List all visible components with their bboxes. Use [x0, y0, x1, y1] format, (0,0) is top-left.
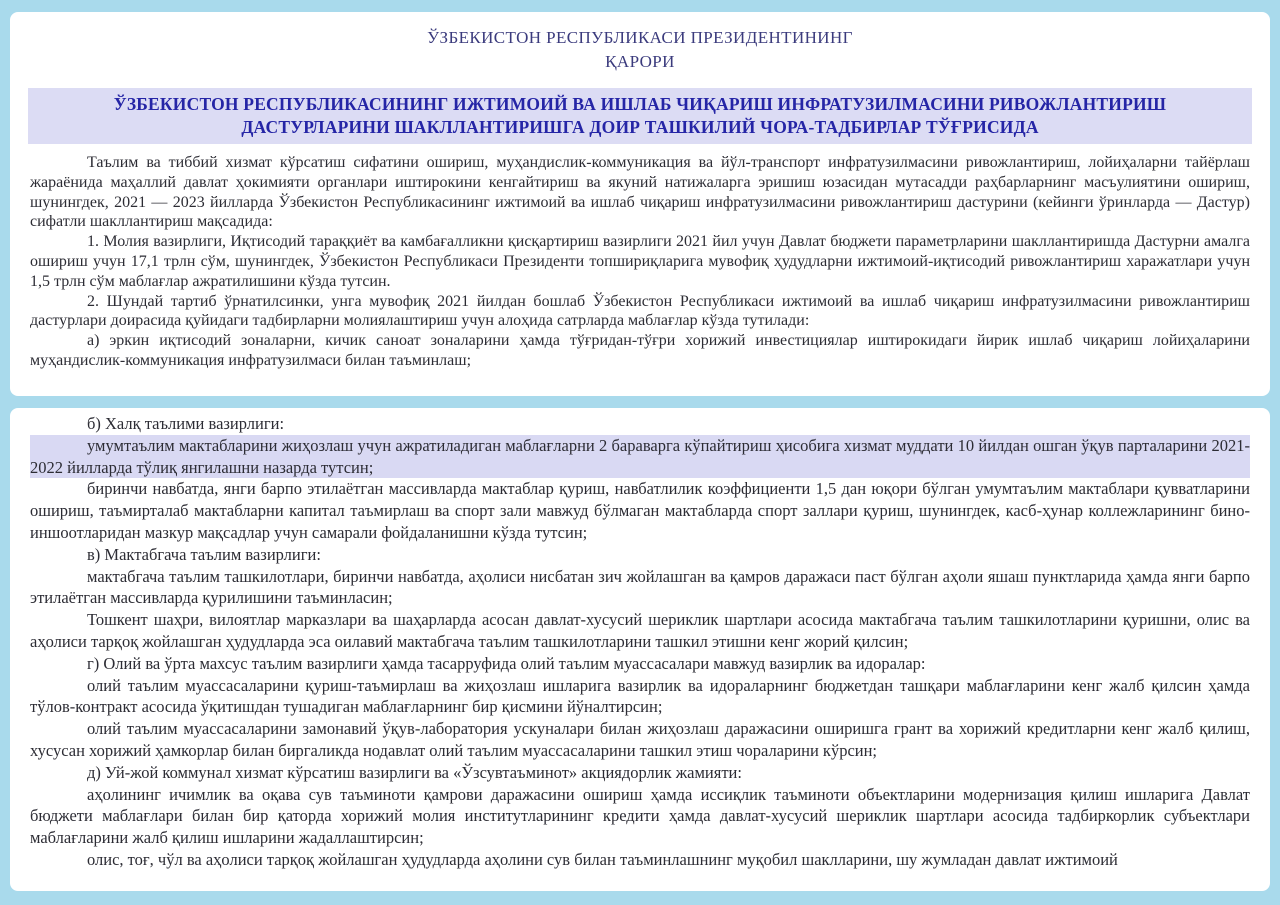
paragraph: биринчи навбатда, янги барпо этилаётган массивларда мактаблар қуриш, навбатлилик коэффициенти 1,5 дан юқори бўлган умумтаълим мактаблари қувватларини ошириш, таъмирталаб мактабларни капитал таъмирлаш ва спорт зали мавжуд бўлмаган мактабларда спорт заллари қуриш, шунингдек, касб-ҳунар коллежларининг бино-иншоотларидан мазкур мақсадлар учун самарали фойдаланишни кўзда тутсин; — [30, 479, 1250, 542]
document-title: ЎЗБЕКИСТОН РЕСПУБЛИКАСИНИНГ ИЖТИМОИЙ ВА ИШЛАБ ЧИҚАРИШ ИНФРАТУЗИЛМАСИНИ РИВОЖЛАНТИРИШ ДАСТУРЛАРИНИ ШАКЛЛАНТИРИШГА ДОИР ТАШКИЛИЙ ЧОРА-ТАДБИРЛАР ТЎҒРИСИДА — [28, 88, 1252, 144]
paragraph: олий таълим муассасаларини замонавий ўқув-лаборатория ускуналари билан жиҳозлаш даражасини оширишга грант ва хорижий кредитларни кенг жалб қилиш, хусусан хорижий ҳамкорлар билан биргаликда нодавлат олий таълим муассасаларини ташкил этиш чораларини кўрсин; — [30, 719, 1250, 760]
paragraph: Тошкент шаҳри, вилоятлар марказлари ва шаҳарларда асосан давлат-хусусий шериклик шартлари асосида мактабгача таълим ташкилотларини қуришни, олис ва аҳолиси тарқоқ жойлашган ҳудудларда эса оилавий мактабгача таълим ташкилотларини ташкил этишни кенг жорий қилсин; — [30, 610, 1250, 651]
paragraph-highlighted: умумтаълим мактабларини жиҳозлаш учун ажратиладиган маблағларни 2 бараварга кўпайтириш ҳисобига хизмат муддати 10 йилдан ошган ўқув парталарини 2021-2022 йилларда тўлиқ янгилашни назарда тутсин; — [30, 435, 1250, 477]
paragraph: олис, тоғ, чўл ва аҳолиси тарқоқ жойлашган ҳудудларда аҳолини сув билан таъминлашнинг муқобил шаклларини, шу жумладан давлат ижтимоий — [87, 849, 1118, 869]
paragraph: мактабгача таълим ташкилотлари, биринчи навбатда, аҳолиси нисбатан зич жойлашган ва қамров даражаси паст бўлган аҳоли яшаш пунктларида ҳамда янги барпо этилаётган массивларда қурилишини таъминласин; — [30, 566, 1250, 608]
paragraph: аҳолининг ичимлик ва оқава сув таъминоти қамрови даражасини ошириш ҳамда иссиқлик таъминоти объектларини модернизация қилиш ишларига Давлат бюджети маблағлари билан бир қаторда хорижий молия институтларининг кредити ҳамда давлат-хусусий шериклик шартлари асосида тадбиркорлик субъектлари маблағларини жалб қилиш ишларини жадаллаштирсин; — [30, 784, 1250, 848]
document-panel-bottom — [10, 408, 1270, 891]
paragraph: 2. Шундай тартиб ўрнатилсинки, унга мувофиқ 2021 йилдан бошлаб Ўзбекистон Республикаси ижтимоий ва ишлаб чиқариш инфратузилмасини ривожлантириш дастурлари доирасида қуйидаги тадбирларни молиялаштириш учун алоҳида сатрларда маблағлар кўзда тутилади: — [30, 292, 1250, 330]
document-panel-top — [10, 12, 1270, 396]
header-line-1: ЎЗБЕКИСТОН РЕСПУБЛИКАСИ ПРЕЗИДЕНТИНИНГ — [427, 28, 853, 47]
header-line-2: ҚАРОРИ — [605, 52, 675, 71]
paragraph: а) эркин иқтисодий зоналарни, кичик саноат зоналарини ҳамда тўғридан-тўғри хорижий инвестициялар иштирокидаги йирик ишлаб чиқариш лойиҳаларини муҳандислик-коммуникация инфратузилмаси билан таъминлаш; — [30, 332, 1250, 369]
paragraph: д) Уй-жой коммунал хизмат кўрсатиш вазирлиги ва «Ўзсувтаъминот» акциядорлик жамияти: — [87, 762, 742, 782]
paragraph: в) Мактабгача таълим вазирлиги: — [87, 544, 321, 564]
document-body-bottom — [30, 408, 1250, 871]
paragraph: г) Олий ва ўрта махсус таълим вазирлиги ҳамда тасарруфида олий таълим муассасалари мавжуд вазирлик ва идоралар: — [87, 653, 926, 673]
paragraph: олий таълим муассасаларини қуриш-таъмирлаш ва жиҳозлаш ишларига вазирлик ва идораларнинг бюджетдан ташқари маблағларини кенг жалб қилсин ҳамда тўлов-контракт асосида ўқитишдан тушадиган маблағларнинг бир қисмини йўналтирсин; — [30, 675, 1250, 717]
paragraph: 1. Молия вазирлиги, Иқтисодий тараққиёт ва камбағалликни қисқартириш вазирлиги 2021 йил учун Давлат бюджети параметрларини шакллантиришда Дастурни амалга ошириш учун 17,1 трлн сўм, шунингдек, Ўзбекистон Республикаси Президенти топшириқларига мувофиқ ҳудудларни ижтимоий-иқтисодий ривожлантириш харажатлари учун 1,5 трлн сўм маблағлар ажратилишини кўзда тутсин. — [30, 233, 1250, 290]
document-body-top — [30, 153, 1250, 371]
document-header — [30, 12, 1250, 74]
paragraph: Таълим ва тиббий хизмат кўрсатиш сифатини ошириш, муҳандислик-коммуникация ва йўл-транспорт инфратузилмасини ривожлантириш, лойиҳаларни тайёрлаш жараёнида маҳаллий давлат ҳокимияти органлари иштирокини кенгайтириш ва якуний натижаларга эришиш юзасидан мутасадди раҳбарларнинг масъулиятини ошириш, шунингдек, 2021 — 2023 йилларда Ўзбекистон Республикасининг ижтимоий ва ишлаб чиқариш инфратузилмасини ривожлантириш дастурини (кейинги ўринларда — Дастур) сифатли шакллантириш мақсадида: — [30, 154, 1250, 231]
paragraph: б) Халқ таълими вазирлиги: — [87, 414, 285, 433]
